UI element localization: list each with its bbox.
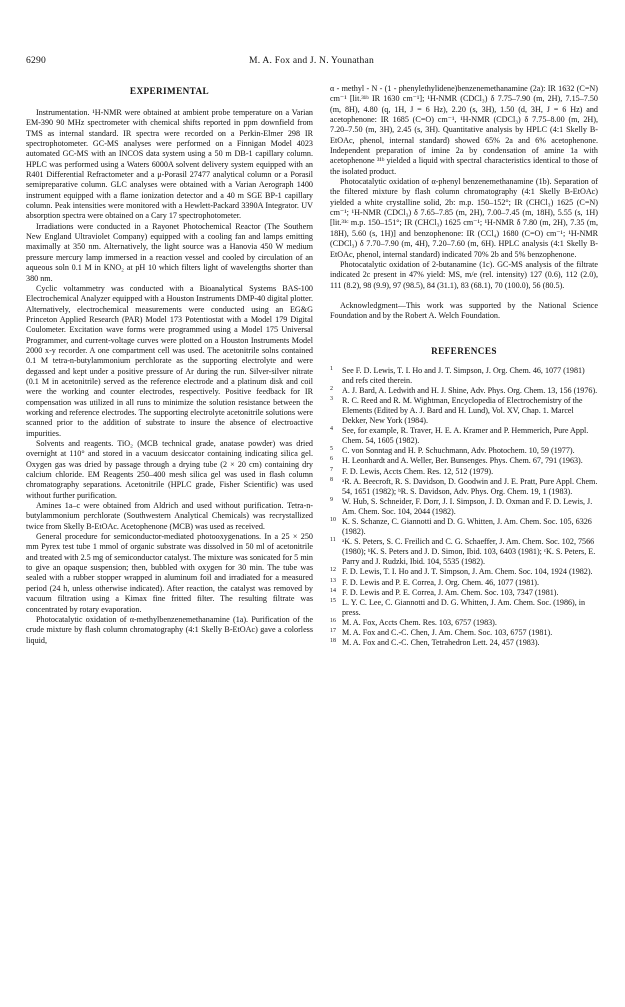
reference-text: C. von Sonntag and H. P. Schuchmann, Adv. Photochem. 10, 59 (1977). [342,446,575,456]
reference-item [330,386,598,396]
page-header [26,55,597,69]
page-number: 6290 [26,55,46,66]
reference-number: 4 [330,426,333,433]
reference-text: L. Y. C. Lee, C. Giannotti and D. G. Whitten, J. Am. Chem. Soc. (1986), in press. [342,597,586,617]
reference-item [330,628,598,638]
reference-number: 7 [330,466,333,473]
reference-text: ᵃR. A. Beecroft, R. S. Davidson, D. Goodwin and J. E. Pratt, Pure Appl. Chem. 54, 1651 (1982); ᵇR. S. Davidson, Adv. Phys. Org. Chem. 19, 1 (1983). [342,476,598,496]
reference-number: 12 [330,567,336,574]
reference-number: 6 [330,456,333,463]
reference-text: See, for example, R. Traver, H. E. A. Kramer and P. Hemmerich, Pure Appl. Chem. 54, 1605 (1982). [342,426,589,446]
reference-text: W. Hub, S. Schneider, F. Dorr, J. I. Simpson, J. D. Oxman and F. D. Lewis, J. Am. Chem. Soc. 104, 2044 (1982). [342,496,593,516]
reference-number: 18 [330,638,336,645]
reference-item [330,426,598,446]
running-head: M. A. Fox and J. N. Younathan [249,55,374,66]
reference-number: 16 [330,617,336,624]
reference-item [330,638,598,648]
reference-text: ᵃK. S. Peters, S. C. Freilich and C. G. Schaeffer, J. Am. Chem. Soc. 102, 7566 (1980); ᵇK. S. Peters and J. D. Simon, Ibid. 103, 6403 (1981); ᶜK. S. Peters, E. Parry and J. Rudzki, Ibid. 104, 5535 (1982). [342,537,596,567]
reference-item [330,396,598,426]
reference-item [330,567,598,577]
oxidation-1b-paragraph: Photocatalytic oxidation of α-phenyl benzenemethanamine (1b). Separation of the filtered mixture by flash column chromatography (4:1 Skelly B-EtOAc) yielded a white crystalline solid, 2b: m.p. 150–152°; IR (CHCl₃) 1625 (C=N) cm⁻¹; ¹H-NMR (CDCl₃) δ 7.65–7.85 (m, 2H), 7.00–7.45 (m, 18H), 5.55 (s, 1H) [lit.³¹ᶜ m.p. 150–151°; IR (CHCl₃) 1625 cm⁻¹; ¹H-NMR δ 7.80 (m, 2H), 7.35 (m, 18H), 5.60 (s, 1H)] and benzophenone: IR (CCl₄) 1680 (C=O) cm⁻¹; ¹H-NMR (CDCl₃) δ 7.70–7.90 (m, 4H), 7.20–7.60 (m, 6H). HPLC analysis (4:1 Skelly B-EtOAc, phenol, internal standard) indicated 70% 2b and 5% benzophenone. [330,177,598,259]
reference-text: M. A. Fox and C.-C. Chen, J. Am. Chem. Soc. 103, 6757 (1981). [342,628,553,637]
voltammetry-paragraph: Cyclic voltammetry was conducted with a Bioanalytical Systems BAS-100 Electrochemical Analyzer equipped with a Houston Instruments DMP-40 digital plotter. Alternatively, electrochemical measurements were conducted using an EG&G Princeton Applied Research (PAR) Model 173 Potentiostat with a Model 179 Digital Coulometer. Excitation wave forms were programmed using a Model 175 Universal Programmer, and current-voltage curves were plotted on a Houston Instruments Model 2000 x-y recorder. A one compartment cell was used. The acetonitrile solns contained 0.1 M tetra-n-butylammonium perchlorate as the supporting electrolyte and were degassed and kept under a positive pressure of Ar during the run. Silver-silver nitrate (0.1 M in acetonitrile) served as the reference electrode and a platinum disk and coil were the working and counter electrodes, respectively. Positive feedback for IR compensation was utilized in all runs to minimize the solution resistance between the working and reference electrodes. The supporting electrolyte acetonitrile solutions were scanned prior to the addition of substrate to insure the absence of electroactive impurities. [26,283,313,438]
reference-number: 3 [330,395,333,402]
reference-item [330,366,598,386]
reference-item [330,618,598,628]
reference-item [330,456,598,466]
reference-list [330,366,598,649]
reference-text: R. C. Reed and R. M. Wightman, Encyclopedia of Electrochemistry of the Elements (Edited by A. J. Bard and H. Lund), Vol. XV, Chap. 1. Marcel Dekker, New York (1984). [342,395,583,426]
reference-number: 13 [330,577,336,584]
reference-number: 8 [330,476,333,483]
left-column [26,86,313,1007]
reference-text: M. A. Fox and C.-C. Chen, Tetrahedron Lett. 24, 457 (1983). [342,638,540,648]
reference-text: F. D. Lewis and P. E. Correa, J. Org. Chem. 46, 1077 (1981). [342,577,540,587]
reference-text: F. D. Lewis, Accts Chem. Res. 12, 512 (1979). [342,466,494,476]
reference-item [330,477,598,497]
reference-text: A. J. Bard, A. Ledwith and H. J. Shine, Adv. Phys. Org. Chem. 13, 156 (1976). [342,385,598,395]
reference-number: 17 [330,628,336,634]
product-2a-paragraph: α - methyl - N - (1 - phenylethylidene)benzenemethanamine (2a): IR 1632 (C=N) cm⁻¹ [lit.³¹ᵇ IR 1630 cm⁻¹]; ¹H-NMR (CDCl₃) δ 7.75–7.90 (m, 2H), 7.15–7.50 (m, 8H), 4.80 (q, 1H, J = 6 Hz), 2.20 (s, 3H), 1.50 (d, 3H, J = 6 Hz) and acetophenone: IR 1685 (C=O) cm⁻¹, ¹H-NMR (CDCl₃) δ 7.75–8.00 (m, 2H), 7.20–7.50 (m, 3H), 2.45 (s, 3H). Quantitative analysis by HPLC (4:1 Skelly B-EtOAc, phenol, internal standard) showed 65% 2a and 6% acetophenone. Independent preparation of imine 2a by condensation of amine 1a with acetophenone ³¹ᵇ yielded a liquid with spectral characteristics identical to those of the isolated product. [330,84,598,176]
reference-number: 5 [330,446,333,453]
reference-number: 10 [330,516,336,523]
reference-number: 1 [330,365,333,372]
reference-item [330,517,598,537]
reference-item [330,497,598,517]
reference-text: F. D. Lewis, T. I. Ho and J. T. Simpson, J. Am. Chem. Soc. 104, 1924 (1982). [342,567,593,577]
reference-number: 15 [330,597,336,604]
right-column [330,84,598,1007]
reference-text: H. Leonhardt and A. Weller, Ber. Bunsenges. Phys. Chem. 67, 791 (1963). [342,456,583,466]
reference-number: 2 [330,385,333,392]
references-heading: REFERENCES [431,345,497,356]
reference-text: K. S. Schanze, C. Giannotti and D. G. Whitten, J. Am. Chem. Soc. 105, 6326 (1982). [342,516,592,537]
amines-paragraph: Amines 1a–c were obtained from Aldrich and used without purification. Tetra-n-butylammonium perchlorate (Southwestern Analytical Chemicals) was recrystallized twice from Skelly B-EtOAc. Acetophenone (MCB) was used as received. [26,501,313,531]
oxidation-1a-paragraph: Photocatalytic oxidation of α-methylbenzenemethanamine (1a). Purification of the crude mixture by flash column chromatography (4:1 Skelly B-EtOAc) gave a colorless liquid, [26,614,313,645]
general-procedure-paragraph: General procedure for semiconductor-mediated photooxygenations. In a 25 × 250 mm Pyrex test tube 1 mmol of organic substrate was dissolved in 50 ml of acetonitrile and treated with 2.5 mg of semiconductor catalyst. The mixture was sonicated for 5 min to give an opaque suspension; then, bubbled with oxygen for 30 min. The tube was sealed with a rubber stopper wrapped in aluminum foil and irradiated for a measured period (24 h, unless otherwise indicated). After reaction, the catalyst was removed by vacuum filtration using a Kimax fine fritted filter. The resulting filtrate was concentrated by rotary evaporation. [26,532,313,614]
reference-text: F. D. Lewis and P. E. Correa, J. Am. Chem. Soc. 103, 7347 (1981). [342,587,559,597]
reference-number: 11 [330,537,336,544]
reference-item [330,446,598,456]
reference-item [330,578,598,588]
reference-item [330,467,598,477]
experimental-heading: EXPERIMENTAL [129,86,210,96]
oxidation-1c-paragraph: Photocatalytic oxidation of 2-butanamine (1c). GC-MS analysis of the filtrate indicated 2c present in 47% yield: MS, m/e (rel. intensity) 127 (0.6), 112 (2.0), 111 (8.2), 98 (9.9), 97 (98.5), 84 (31.1), 83 (68.1), 70 (100.0), 56 (80.5). [330,259,598,290]
reference-text: M. A. Fox, Accts Chem. Res. 103, 6757 (1983). [342,617,497,627]
instrumentation-paragraph: Instrumentation. ¹H-NMR were obtained at ambient probe temperature on a Varian EM-390 90 MHz spectrometer with chemical shifts reported in ppm downfield from TMS as internal standard. IR spectra were recorded on a Perkin-Elmer 298 IR spectrophotometer. GC-MS analyses were performed on a Finnigan Model 4023 automated GC-MS with an INCOS data system using a 50 m DB-1 capillary column. HPLC was performed using a Waters 6000A solvent delivery system equipped with an R401 Differential Refractometer and a μ-Porasil 27477 analytical column or a Porasil semipreparative column. GLC analyses were obtained with a Varian Aerograph 1400 instrument equipped with a flame ionization detector and a 40 m SGE BP-1 capillary column. Peak intensities were monitored with a Hewlett-Packard 3390A Integrator. UV absorption spectra were obtained on a Cary 17 spectrophotometer. [26,108,313,221]
reference-number: 14 [330,587,336,594]
solvents-paragraph: Solvents and reagents. TiO₂ (MCB technical grade, anatase powder) was dried overnight at 110° and stored in a vacuum desiccator containing indicating silica gel. Oxygen gas was dried by passage through a drying tube (2 × 20 cm) containing dry calcium chloride. EM Reagents 250–400 mesh silica gel was used in flash column chromatography separations. Acetonitrile (HPLC grade, Fisher Scientific) was used without further purification. [26,439,313,500]
reference-item [330,588,598,598]
reference-number: 9 [330,496,333,503]
reference-item [330,537,598,567]
acknowledgment: Acknowledgment—This work was supported by the National Science Foundation and by the Robert A. Welch Foundation. [330,300,598,321]
irradiation-paragraph: Irradiations were conducted in a Rayonet Photochemical Reactor (The Southern New England Ultraviolet Company) equipped with a cooling fan and lamps emitting maximally at 350 nm. Alternatively, the light source was a Hanovia 450 W medium pressure mercury lamp immersed in a reaction vessel and cooled by circulation of an aqueous soln 0.1 M in KNO₂ at pH 10 which filters light of wavelengths shorter than 380 nm. [26,221,313,283]
reference-item [330,598,598,618]
reference-text: See F. D. Lewis, T. I. Ho and J. T. Simpson, J. Org. Chem. 46, 1077 (1981) and refs cited therein. [342,365,585,385]
